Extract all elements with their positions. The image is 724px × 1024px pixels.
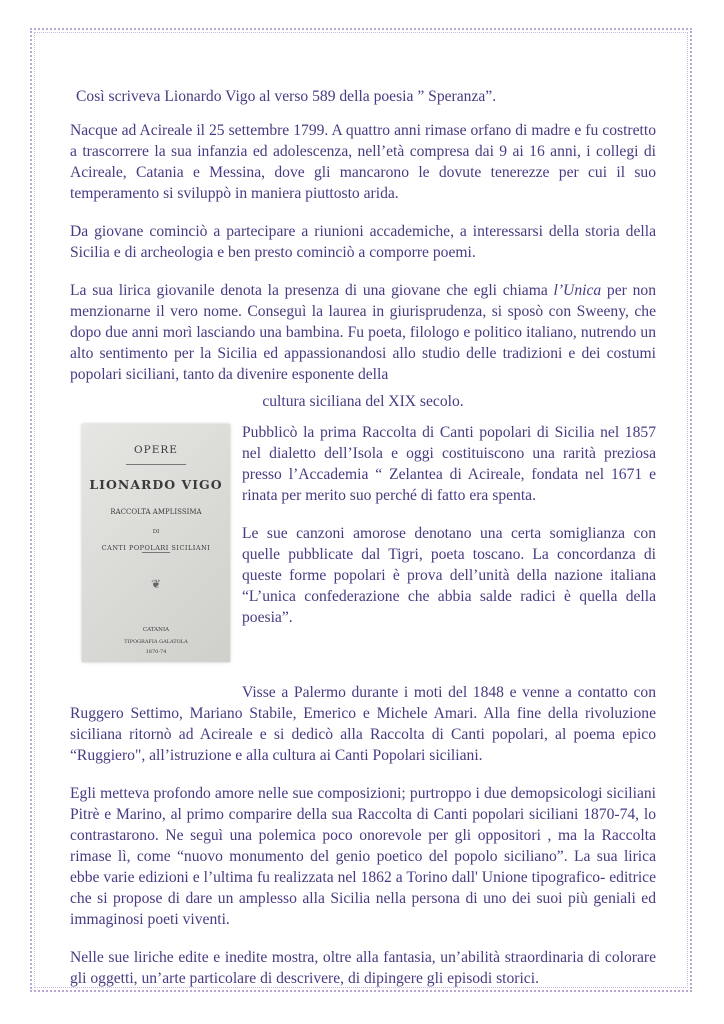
paragraph-palermo: Visse a Palermo durante i moti del 1848 e venne a contatto con Ruggero Settimo, Mariano Stabile, Emerico e Michele Amari. Alla fine della rivoluzione siciliana ritornò ad Acireale e si dedicò alla Raccolta di Canti popolari, al poema epico “Ruggiero", all’istruzione e alla cultura ai Canti Popolari siciliani. (70, 684, 656, 764)
lyric-text-a: La sua lirica giovanile denota la presenza di una giovane che egli chiama (70, 282, 554, 299)
paragraph-youth: Da giovane cominciò a partecipare a riunioni accademiche, a interessarsi della storia della Sicilia e di archeologia e ben presto cominciò a comporre poemi. (70, 223, 656, 261)
book-cover-line: CATANIA (142, 627, 170, 633)
book-cover-line: DI (152, 529, 160, 535)
paragraph-canzoni: Le sue canzoni amorose denotano una certa somiglianza con quelle pubblicate dal Tigri, poeta toscano. La concordanza di queste forme popolari è prova dell’unità della nazione italiana “L’unica confederazione che abbia salde radici è quella della poesia”. (242, 525, 656, 626)
book-cover-line: TIPOGRAFIA GALATOLA (124, 639, 188, 645)
book-cover-rule (142, 552, 170, 553)
book-cover-image (82, 424, 230, 662)
book-cover-rule (126, 464, 186, 465)
book-cover-title: LIONARDO VIGO (89, 477, 223, 492)
document-body (70, 86, 656, 1006)
book-cover-line: OPERE (134, 444, 178, 456)
book-cover-line: 1870-74 (145, 649, 167, 655)
book-side-text (242, 422, 656, 645)
book-section (70, 422, 656, 674)
lyric-last-line: cultura siciliana del XIX secolo. (262, 393, 464, 410)
intro-line: Così scriveva Lionardo Vigo al verso 589 della poesia ” Speranza”. (76, 88, 497, 105)
paragraph-liriche: Nelle sue liriche edite e inedite mostra, oltre alla fantasia, un’abilità straordinaria di colorare gli oggetti, un’arte particolare di descrivere, di dipingere gli episodi storici. (70, 949, 656, 987)
paragraph-polemica: Egli metteva profondo amore nelle sue composizioni; purtroppo i due demopsicologi siciliani Pitrè e Marino, al primo comparire della sua Raccolta di Canti popolari siciliani 1870-74, lo contrastarono. Ne seguì una polemica poco onorevole per gli oppositori , ma la Raccolta rimase lì, come “nuovo monumento del genio poetico del popolo siciliano”. La sua lirica ebbe varie edizioni e l’ultima fu realizzata nel 1862 a Torino dall' Unione tipografico- editrice che si propose di dare un amplesso alla Sicilia nella persona di uno dei suoi più geniali ed immaginosi poeti viventi. (70, 785, 656, 928)
book-cover-line: CANTI POPOLARI SICILIANI (101, 544, 211, 552)
paragraph-lyric (70, 280, 656, 385)
lyric-unica: l’Unica (553, 282, 602, 299)
lyric-text-b: per non menzionarne il vero nome. Conseguì la laurea in giurisprudenza, si sposò con Sweeny, che dopo due anni morì lasciando una bambina. Fu poeta, filologo e politico italiano, nutrendo un alto sentimento per la Sicilia ed appassionandosi allo studio delle tradizioni e dei costumi popolari siciliani, tanto da divenire esponente della (70, 282, 656, 383)
book-ornament-icon: ❦ (150, 577, 162, 591)
paragraph-birth: Nacque ad Acireale il 25 settembre 1799. A quattro anni rimase orfano di madre e fu costretto a trascorrere la sua infanzia ed adolescenza, nell’età compresa dai 9 ai 16 anni, i collegi di Acireale, Catania e Messina, dove gli mancarono le dovute tenerezze per cui il suo temperamento si sviluppò in maniera piuttosto arida. (70, 122, 656, 202)
paragraph-raccolta: Pubblicò la prima Raccolta di Canti popolari di Sicilia nel 1857 nel dialetto dell’Isola e oggi costituiscono una rarità preziosa presso l’Accademia “ Zelantea di Acireale, fondata nel 1671 e rinata per merito suo perché di fatto era spenta. (242, 424, 656, 504)
book-cover-line: RACCOLTA AMPLISSIMA (110, 508, 202, 516)
